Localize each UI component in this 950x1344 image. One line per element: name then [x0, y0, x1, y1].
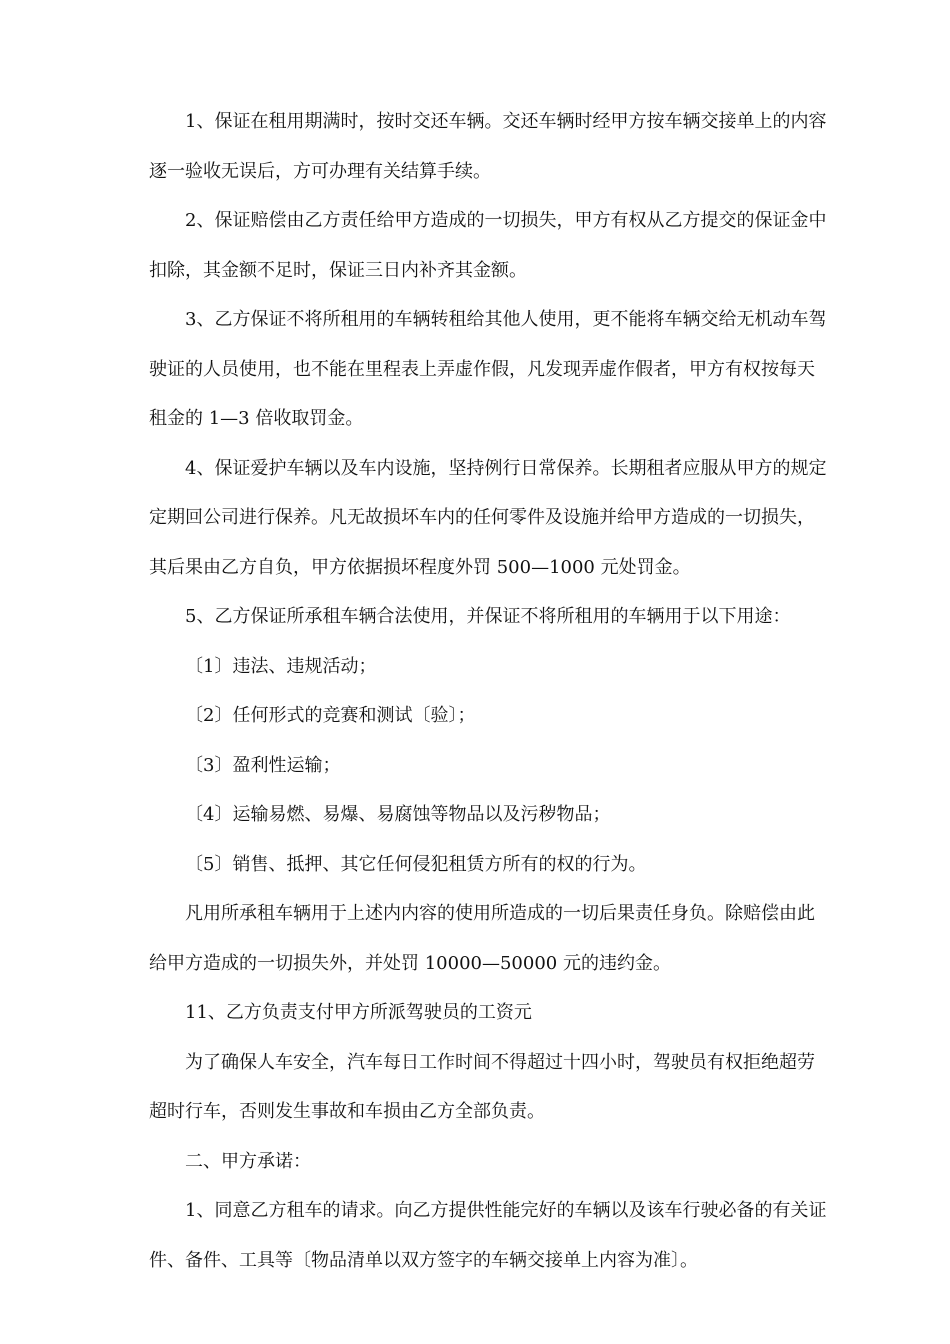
list-item: 〔2〕任何形式的竞赛和测试〔验〕；	[185, 705, 476, 726]
list-item: 〔5〕销售、抵押、其它任何侵犯租赁方所有的权的行为。	[185, 853, 647, 875]
text-line: 5、乙方保证所承租车辆合法使用，并保证不将所租用的车辆用于以下用途：	[185, 606, 791, 627]
text-line: 逐一验收无误后，方可办理有关结算手续。	[149, 160, 491, 182]
document-body	[113, 97, 837, 1285]
text-line: 1、保证在租用期满时，按时交还车辆。交还车辆时经甲方按车辆交接单上的内容	[185, 111, 827, 132]
list-item: 〔1〕违法、违规活动；	[185, 655, 377, 677]
text-line: 件、备件、工具等〔物品清单以双方签字的车辆交接单上内容为准〕。	[149, 1249, 698, 1271]
text-line: 2、保证赔偿由乙方责任给甲方造成的一切损失，甲方有权从乙方提交的保证金中	[185, 210, 827, 231]
text-line: 扣除，其金额不足时，保证三日内补齐其金额。	[149, 259, 527, 281]
text-line: 凡用所承租车辆用于上述内内容的使用所造成的一切后果责任身负。除赔偿由此	[185, 903, 815, 924]
section-heading: 二、甲方承诺：	[185, 1150, 311, 1172]
text-line: 4、保证爱护车辆以及车内设施，坚持例行日常保养。长期租者应服从甲方的规定	[185, 457, 827, 479]
text-line: 驶证的人员使用，也不能在里程表上弄虚作假，凡发现弄虚作假者，甲方有权按每天	[149, 358, 815, 380]
text-line: 租金的 1—3 倍收取罚金。	[149, 408, 364, 429]
text-line: 3、乙方保证不将所租用的车辆转租给其他人使用，更不能将车辆交给无机动车驾	[185, 309, 827, 330]
text-line: 超时行车，否则发生事故和车损由乙方全部负责。	[149, 1101, 545, 1122]
list-item: 〔3〕盈利性运输；	[185, 754, 341, 776]
text-line: 为了确保人车安全，汽车每日工作时间不得超过十四小时，驾驶员有权拒绝超劳	[185, 1051, 815, 1073]
text-line: 给甲方造成的一切损失外，并处罚 10000—50000 元的违约金。	[149, 952, 671, 974]
text-line: 11、乙方负责支付甲方所派驾驶员的工资元	[185, 1002, 532, 1023]
text-line: 定期回公司进行保养。凡无故损坏车内的任何零件及设施并给甲方造成的一切损失，	[149, 507, 815, 528]
list-item: 〔4〕运输易燃、易爆、易腐蚀等物品以及污秽物品；	[185, 804, 611, 825]
text-line: 1、同意乙方租车的请求。向乙方提供性能完好的车辆以及该车行驶必备的有关证	[185, 1200, 827, 1221]
text-line: 其后果由乙方自负，甲方依据损坏程度外罚 500—1000 元处罚金。	[149, 556, 691, 578]
